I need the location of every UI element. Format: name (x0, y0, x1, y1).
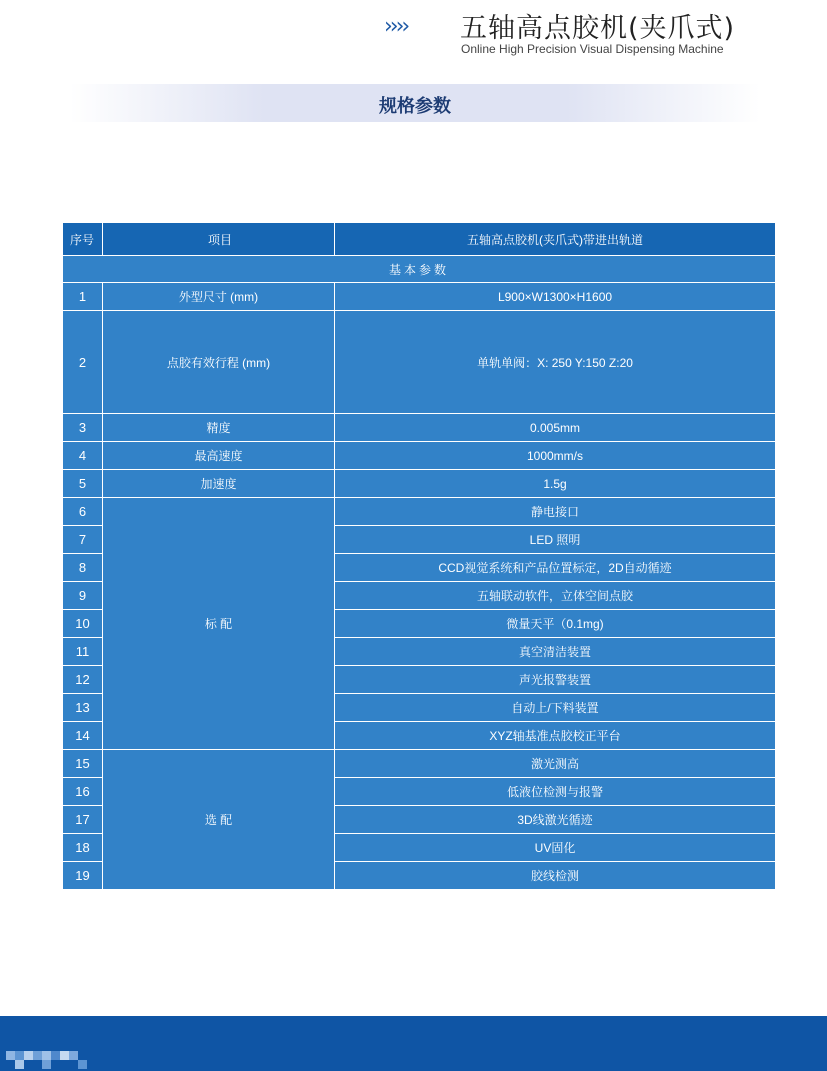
decorative-pixel (15, 1051, 24, 1060)
row-value: XYZ轴基准点胶校正平台 (335, 722, 776, 750)
row-number: 3 (63, 414, 103, 442)
group-title: 基本参数 (63, 256, 776, 283)
spec-table (62, 222, 776, 890)
decorative-pixel (42, 1051, 51, 1060)
table-row (63, 442, 776, 470)
decorative-pixel (78, 1060, 87, 1069)
product-title: 五轴高点胶机(夹爪式) (460, 13, 736, 44)
header-item: 项目 (103, 223, 335, 256)
row-value: 微量天平（0.1mg) (335, 610, 776, 638)
row-number: 7 (63, 526, 103, 554)
decorative-pixel (15, 1060, 24, 1069)
row-number: 18 (63, 834, 103, 862)
section-header (70, 84, 760, 122)
decorative-pixel (60, 1051, 69, 1060)
row-value: 五轴联动软件，立体空间点胶 (335, 582, 776, 610)
table-row (63, 750, 776, 778)
row-value: 胶线检测 (335, 862, 776, 890)
table-row (63, 311, 776, 414)
row-number: 2 (63, 311, 103, 414)
decorative-pixel (33, 1051, 42, 1060)
row-number: 14 (63, 722, 103, 750)
decorative-pixel (42, 1060, 51, 1069)
table-row (63, 414, 776, 442)
product-subtitle: Online High Precision Visual Dispensing Machine (461, 42, 724, 56)
row-value: 低液位检测与报警 (335, 778, 776, 806)
row-value: 1000mm/s (335, 442, 776, 470)
row-value: LED 照明 (335, 526, 776, 554)
row-value: 声光报警装置 (335, 666, 776, 694)
row-item: 点胶有效行程 (mm) (103, 311, 335, 414)
row-item: 精度 (103, 414, 335, 442)
row-number: 8 (63, 554, 103, 582)
row-item: 外型尺寸 (mm) (103, 283, 335, 311)
row-value: 3D线激光循迹 (335, 806, 776, 834)
row-value: UV固化 (335, 834, 776, 862)
row-number: 11 (63, 638, 103, 666)
row-number: 16 (63, 778, 103, 806)
row-number: 12 (63, 666, 103, 694)
row-value: CCD视觉系统和产品位置标定，2D自动循迹 (335, 554, 776, 582)
group-row (63, 256, 776, 283)
decorative-pixel (51, 1051, 60, 1060)
footer-bar (0, 1016, 827, 1071)
row-category: 标 配 (103, 498, 335, 750)
row-value: 1.5g (335, 470, 776, 498)
header-model: 五轴高点胶机(夹爪式)带进出轨道 (335, 223, 776, 256)
row-item: 最高速度 (103, 442, 335, 470)
row-value: L900×W1300×H1600 (335, 283, 776, 311)
row-value: 激光测高 (335, 750, 776, 778)
row-number: 6 (63, 498, 103, 526)
row-number: 5 (63, 470, 103, 498)
row-number: 19 (63, 862, 103, 890)
decorative-pixel (69, 1051, 78, 1060)
row-number: 9 (63, 582, 103, 610)
chevron-right-icon: ›››› (384, 14, 408, 39)
row-value: 真空清洁装置 (335, 638, 776, 666)
row-number: 17 (63, 806, 103, 834)
row-value: 0.005mm (335, 414, 776, 442)
row-value: 静电接口 (335, 498, 776, 526)
row-value: 自动上/下料装置 (335, 694, 776, 722)
row-number: 13 (63, 694, 103, 722)
table-row (63, 470, 776, 498)
row-value: 单轨单阀：X: 250 Y:150 Z:20 (335, 311, 776, 414)
table-row (63, 283, 776, 311)
row-number: 15 (63, 750, 103, 778)
row-category: 选 配 (103, 750, 335, 890)
decorative-pixel (6, 1051, 15, 1060)
row-number: 4 (63, 442, 103, 470)
header-no: 序号 (63, 223, 103, 256)
row-number: 10 (63, 610, 103, 638)
row-item: 加速度 (103, 470, 335, 498)
page-header (0, 0, 827, 70)
table-header-row (63, 223, 776, 256)
decorative-pixel (24, 1051, 33, 1060)
row-number: 1 (63, 283, 103, 311)
table-row (63, 498, 776, 526)
section-title: 规格参数 (379, 96, 451, 117)
